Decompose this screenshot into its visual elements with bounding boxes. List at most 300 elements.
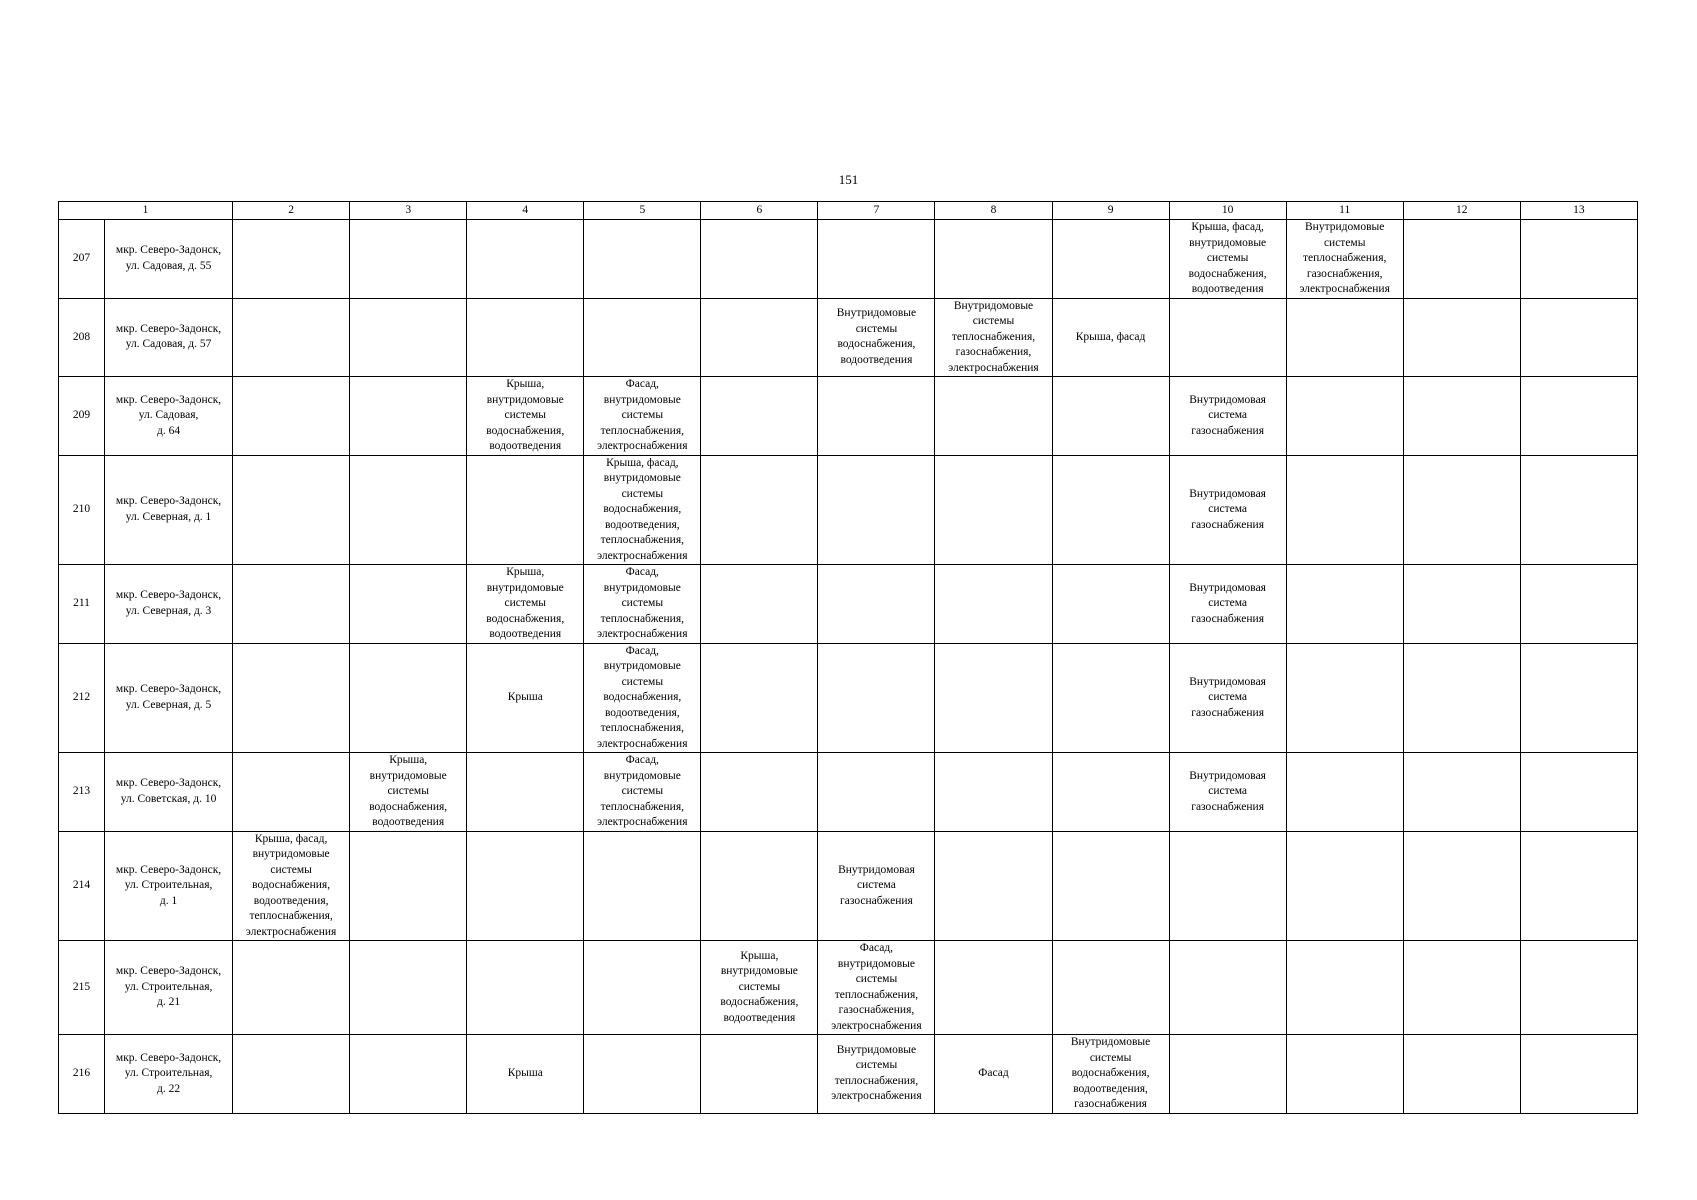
- work-cell-col-8: [935, 1035, 1052, 1114]
- address-cell: [105, 220, 233, 299]
- row-number-cell: 214: [59, 831, 105, 941]
- work-cell-col-2: [233, 298, 350, 377]
- work-line: теплоснабжения,: [600, 722, 684, 734]
- work-line: системы: [1323, 236, 1366, 249]
- work-line: Фасад,: [625, 566, 659, 578]
- work-cell-col-13: [1520, 831, 1637, 941]
- work-cell-col-8: [935, 455, 1052, 565]
- work-line: система: [1208, 691, 1248, 703]
- work-cell-col-7: [818, 1035, 935, 1114]
- header-col-7: 7: [818, 202, 935, 220]
- work-cell-col-5: [584, 455, 701, 565]
- work-line: теплоснабжения,: [600, 424, 684, 437]
- work-cell-col-5: [584, 220, 701, 299]
- work-line: Крыша,: [740, 949, 779, 962]
- work-cell-col-9: [1052, 298, 1169, 377]
- work-cell-col-12: [1403, 753, 1520, 832]
- work-line: системы: [855, 1059, 898, 1072]
- work-line: Фасад: [978, 1067, 1009, 1079]
- work-line: водоотведения,: [253, 894, 329, 907]
- work-line: Фасад,: [625, 378, 659, 390]
- header-col-5: 5: [584, 202, 701, 220]
- table-row: [59, 1035, 1638, 1114]
- work-line: внутридомовые: [603, 472, 681, 484]
- work-line: Крыша,: [389, 754, 428, 766]
- work-line: Крыша,: [506, 378, 545, 390]
- work-cell-col-10: [1169, 753, 1286, 832]
- address-cell: [105, 565, 233, 644]
- work-line: водоотведения: [840, 353, 913, 366]
- work-cell-col-4: [467, 220, 584, 299]
- work-cell-col-10: [1169, 298, 1286, 377]
- work-line: системы: [621, 675, 664, 688]
- work-line: внутридомовые: [603, 769, 681, 782]
- work-line: теплоснабжения,: [834, 988, 919, 1001]
- work-line: теплоснабжения,: [1303, 252, 1387, 264]
- work-line: системы: [621, 785, 664, 797]
- work-line: Внутридомовые: [1305, 221, 1385, 233]
- address-line: ул. Северная, д. 3: [125, 604, 212, 617]
- work-cell-col-2: [233, 1035, 350, 1114]
- work-cell-col-13: [1520, 753, 1637, 832]
- work-cell-col-10: [1169, 377, 1286, 456]
- work-cell-col-9: [1052, 831, 1169, 941]
- work-cell-col-7: [818, 377, 935, 456]
- address-cell: [105, 455, 233, 565]
- work-cell-col-6: [701, 455, 818, 565]
- work-line: теплоснабжения,: [600, 800, 684, 813]
- work-cell-col-8: [935, 941, 1052, 1035]
- work-cell-col-12: [1403, 1035, 1520, 1114]
- work-line: газоснабжения: [1191, 424, 1264, 437]
- row-number-cell: 212: [59, 643, 105, 753]
- address-line: мкр. Северо-Задонск,: [115, 589, 222, 602]
- address-line: мкр. Северо-Задонск,: [115, 863, 222, 876]
- work-line: внутридомовые: [720, 965, 798, 978]
- work-cell-col-6: [701, 565, 818, 644]
- work-line: система: [1208, 503, 1248, 515]
- work-cell-col-5: [584, 298, 701, 377]
- work-line: внутридомовые: [252, 848, 330, 860]
- work-line: теплоснабжения,: [600, 534, 684, 546]
- work-line: внутридомовые: [837, 957, 915, 970]
- work-line: электроснабжения: [597, 549, 688, 562]
- address-line: мкр. Северо-Задонск,: [115, 777, 222, 790]
- work-cell-col-3: [350, 753, 467, 832]
- work-cell-col-7: [818, 753, 935, 832]
- work-line: электроснабжения: [245, 925, 337, 938]
- work-line: Крыша: [507, 1067, 543, 1079]
- work-cell-col-2: [233, 831, 350, 941]
- work-line: Крыша, фасад: [1075, 330, 1146, 343]
- work-line: системы: [270, 863, 312, 876]
- work-cell-col-13: [1520, 377, 1637, 456]
- work-cell-col-4: [467, 643, 584, 753]
- header-col-10: 10: [1169, 202, 1286, 220]
- table-body: [59, 220, 1638, 1114]
- address-line: ул. Садовая, д. 57: [125, 338, 212, 351]
- work-line: водоснабжения,: [1071, 1067, 1150, 1079]
- work-line: Внутридомовая: [1189, 769, 1266, 782]
- work-line: водоснабжения,: [252, 879, 331, 891]
- address-line: ул. Садовая, д. 55: [125, 259, 212, 272]
- work-line: Внутридомовые: [953, 299, 1034, 312]
- work-cell-col-13: [1520, 298, 1637, 377]
- row-number-cell: 207: [59, 220, 105, 299]
- work-line: теплоснабжения,: [600, 612, 684, 625]
- address-line: д. 21: [157, 996, 181, 1009]
- row-number-cell: 216: [59, 1035, 105, 1114]
- address-line: ул. Северная, д. 5: [125, 698, 212, 711]
- work-cell-col-7: [818, 220, 935, 299]
- work-line: системы: [621, 487, 664, 500]
- work-line: Крыша, фасад,: [254, 832, 328, 845]
- work-line: теплоснабжения,: [951, 330, 1036, 343]
- work-line: электроснабжения: [1299, 283, 1390, 295]
- address-cell: [105, 377, 233, 456]
- work-cell-col-3: [350, 377, 467, 456]
- work-cell-col-7: [818, 455, 935, 565]
- work-line: водоснабжения,: [720, 996, 799, 1009]
- work-cell-col-8: [935, 565, 1052, 644]
- work-line: электроснабжения: [597, 628, 688, 640]
- work-cell-col-6: [701, 753, 818, 832]
- work-line: водоотведения: [489, 440, 562, 452]
- work-line: теплоснабжения,: [834, 1074, 919, 1087]
- address-cell: [105, 298, 233, 377]
- work-line: система: [1208, 785, 1248, 797]
- work-line: газоснабжения,: [1306, 267, 1383, 280]
- work-cell-col-7: [818, 643, 935, 753]
- row-number-cell: 210: [59, 455, 105, 565]
- address-line: мкр. Северо-Задонск,: [115, 322, 222, 335]
- work-cell-col-6: [701, 1035, 818, 1114]
- work-cell-col-13: [1520, 941, 1637, 1035]
- work-cell-col-11: [1286, 941, 1403, 1035]
- work-line: газоснабжения: [1191, 800, 1264, 813]
- work-cell-col-4: [467, 753, 584, 832]
- work-line: водоснабжения,: [486, 612, 565, 625]
- work-cell-col-4: [467, 831, 584, 941]
- work-line: Внутридомовая: [1189, 487, 1266, 500]
- work-cell-col-2: [233, 643, 350, 753]
- table-row: [59, 643, 1638, 753]
- work-line: Внутридомовая: [1189, 581, 1266, 594]
- work-cell-col-4: [467, 565, 584, 644]
- work-line: газоснабжения,: [838, 1004, 915, 1016]
- work-line: водоснабжения,: [369, 800, 448, 813]
- work-line: системы: [621, 597, 664, 609]
- work-line: электроснабжения: [831, 1019, 922, 1032]
- work-line: Внутридомовые: [836, 307, 917, 320]
- header-col-6: 6: [701, 202, 818, 220]
- work-cell-col-9: [1052, 643, 1169, 753]
- work-cell-col-6: [701, 220, 818, 299]
- work-cell-col-9: [1052, 377, 1169, 456]
- work-cell-col-2: [233, 455, 350, 565]
- work-cell-col-8: [935, 377, 1052, 456]
- work-cell-col-13: [1520, 220, 1637, 299]
- work-cell-col-6: [701, 298, 818, 377]
- table-row: [59, 220, 1638, 299]
- work-cell-col-2: [233, 565, 350, 644]
- work-line: электроснабжения: [597, 440, 688, 452]
- table-row: [59, 753, 1638, 832]
- work-cell-col-12: [1403, 455, 1520, 565]
- address-line: ул. Строительная,: [124, 879, 213, 891]
- work-cell-col-9: [1052, 565, 1169, 644]
- work-cell-col-3: [350, 565, 467, 644]
- work-line: система: [857, 879, 896, 891]
- work-line: внутридомовые: [369, 769, 447, 782]
- table-header: [59, 202, 1638, 220]
- address-line: мкр. Северо-Задонск,: [115, 683, 222, 696]
- header-row: [59, 202, 1638, 220]
- work-line: Внутридомовая: [838, 863, 915, 876]
- work-line: водоотведения: [489, 628, 562, 640]
- work-line: Внутридомовая: [1189, 393, 1266, 406]
- work-cell-col-11: [1286, 753, 1403, 832]
- work-cell-col-6: [701, 377, 818, 456]
- address-line: мкр. Северо-Задонск,: [115, 393, 222, 406]
- work-cell-col-11: [1286, 220, 1403, 299]
- work-line: водоснабжения,: [486, 424, 565, 437]
- work-line: внутридомовые: [486, 393, 564, 406]
- row-number-cell: 215: [59, 941, 105, 1035]
- work-line: газоснабжения: [840, 894, 913, 907]
- work-line: система: [1208, 409, 1248, 421]
- address-line: ул. Северная, д. 1: [125, 510, 212, 523]
- address-line: д. 22: [157, 1082, 181, 1095]
- work-cell-col-6: [701, 941, 818, 1035]
- work-line: газоснабжения: [1191, 612, 1264, 625]
- work-line: системы: [387, 785, 429, 797]
- table-row: [59, 831, 1638, 941]
- header-col-13: 13: [1520, 202, 1637, 220]
- work-cell-col-4: [467, 1035, 584, 1114]
- work-cell-col-10: [1169, 831, 1286, 941]
- work-cell-col-3: [350, 455, 467, 565]
- work-line: Фасад,: [859, 942, 894, 954]
- work-line: внутридомовые: [603, 581, 681, 594]
- work-line: водоснабжения,: [603, 691, 682, 703]
- work-cell-col-2: [233, 377, 350, 456]
- work-line: внутридомовые: [603, 393, 681, 406]
- work-line: водоснабжения,: [1188, 267, 1267, 280]
- work-cell-col-9: [1052, 1035, 1169, 1114]
- work-cell-col-7: [818, 941, 935, 1035]
- work-cell-col-10: [1169, 1035, 1286, 1114]
- work-cell-col-10: [1169, 455, 1286, 565]
- address-line: ул. Садовая,: [138, 409, 199, 421]
- header-col-12: 12: [1403, 202, 1520, 220]
- work-cell-col-8: [935, 220, 1052, 299]
- work-cell-col-4: [467, 298, 584, 377]
- work-line: теплоснабжения,: [249, 910, 333, 922]
- work-cell-col-10: [1169, 565, 1286, 644]
- work-cell-col-8: [935, 831, 1052, 941]
- work-cell-col-8: [935, 643, 1052, 753]
- work-line: Крыша,: [506, 566, 545, 578]
- page-number: 151: [838, 172, 859, 187]
- work-line: системы: [504, 597, 546, 609]
- work-line: системы: [1089, 1051, 1132, 1064]
- work-cell-col-5: [584, 377, 701, 456]
- work-cell-col-11: [1286, 565, 1403, 644]
- work-line: Крыша: [507, 691, 543, 703]
- work-cell-col-4: [467, 941, 584, 1035]
- work-cell-col-11: [1286, 831, 1403, 941]
- work-line: водоотведения: [723, 1011, 796, 1024]
- work-cell-col-13: [1520, 455, 1637, 565]
- work-cell-col-3: [350, 298, 467, 377]
- address-line: ул. Советская, д. 10: [120, 792, 217, 805]
- work-cell-col-9: [1052, 455, 1169, 565]
- work-cell-col-12: [1403, 377, 1520, 456]
- work-cell-col-3: [350, 220, 467, 299]
- work-cell-col-7: [818, 831, 935, 941]
- row-number-cell: 213: [59, 753, 105, 832]
- work-line: Фасад,: [625, 754, 659, 766]
- work-cell-col-6: [701, 831, 818, 941]
- work-line: внутридомовые: [486, 581, 564, 594]
- work-line: электроснабжения: [597, 737, 688, 750]
- work-cell-col-5: [584, 565, 701, 644]
- address-line: мкр. Северо-Задонск,: [115, 244, 222, 257]
- work-cell-col-11: [1286, 455, 1403, 565]
- work-line: электроснабжения: [597, 816, 688, 828]
- work-cell-col-12: [1403, 831, 1520, 941]
- work-cell-col-12: [1403, 941, 1520, 1035]
- work-line: системы: [972, 315, 1015, 327]
- work-cell-col-9: [1052, 941, 1169, 1035]
- work-cell-col-13: [1520, 565, 1637, 644]
- work-line: система: [1208, 597, 1248, 609]
- work-line: Крыша, фасад,: [1191, 221, 1264, 233]
- work-line: внутридомовые: [603, 660, 681, 672]
- table-row: [59, 941, 1638, 1035]
- address-cell: [105, 643, 233, 753]
- work-line: газоснабжения: [1074, 1098, 1147, 1110]
- work-line: водоотведения,: [604, 706, 680, 719]
- work-cell-col-11: [1286, 643, 1403, 753]
- work-cell-col-5: [584, 753, 701, 832]
- work-cell-col-5: [584, 643, 701, 753]
- address-line: ул. Строительная,: [124, 1067, 213, 1079]
- address-cell: [105, 831, 233, 941]
- work-cell-col-2: [233, 941, 350, 1035]
- work-cell-col-2: [233, 220, 350, 299]
- work-cell-col-2: [233, 753, 350, 832]
- work-cell-col-11: [1286, 377, 1403, 456]
- work-line: системы: [855, 322, 898, 335]
- address-cell: [105, 753, 233, 832]
- work-cell-col-8: [935, 298, 1052, 377]
- work-line: электроснабжения: [948, 361, 1039, 374]
- work-line: Внутридомовые: [836, 1043, 917, 1056]
- work-line: системы: [738, 980, 781, 993]
- work-cell-col-12: [1403, 220, 1520, 299]
- repair-schedule-table: [58, 201, 1638, 1114]
- work-cell-col-3: [350, 643, 467, 753]
- table-row: [59, 377, 1638, 456]
- work-cell-col-4: [467, 455, 584, 565]
- work-cell-col-10: [1169, 941, 1286, 1035]
- work-line: системы: [504, 409, 546, 421]
- address-line: мкр. Северо-Задонск,: [115, 495, 222, 508]
- work-line: Крыша, фасад,: [606, 456, 679, 469]
- header-col-8: 8: [935, 202, 1052, 220]
- work-cell-col-5: [584, 1035, 701, 1114]
- work-cell-col-12: [1403, 565, 1520, 644]
- table-row: [59, 565, 1638, 644]
- header-col-1: 1: [59, 202, 233, 220]
- address-line: ул. Строительная,: [124, 980, 213, 993]
- table-row: [59, 455, 1638, 565]
- work-line: внутридомовые: [1189, 236, 1267, 249]
- work-line: газоснабжения,: [955, 346, 1032, 358]
- work-cell-col-13: [1520, 1035, 1637, 1114]
- work-line: газоснабжения: [1191, 518, 1264, 531]
- work-cell-col-13: [1520, 643, 1637, 753]
- work-cell-col-9: [1052, 753, 1169, 832]
- work-line: водоотведения: [372, 816, 445, 828]
- header-col-4: 4: [467, 202, 584, 220]
- row-number-cell: 211: [59, 565, 105, 644]
- work-cell-col-8: [935, 753, 1052, 832]
- header-col-3: 3: [350, 202, 467, 220]
- work-cell-col-10: [1169, 643, 1286, 753]
- address-line: д. 1: [159, 894, 178, 907]
- work-line: Внутридомовая: [1189, 675, 1266, 688]
- work-cell-col-5: [584, 941, 701, 1035]
- work-line: электроснабжения: [831, 1090, 922, 1103]
- address-line: д. 64: [157, 424, 181, 437]
- work-line: водоснабжения,: [837, 338, 916, 351]
- work-cell-col-9: [1052, 220, 1169, 299]
- work-cell-col-12: [1403, 298, 1520, 377]
- row-number-cell: 209: [59, 377, 105, 456]
- address-line: мкр. Северо-Задонск,: [115, 965, 222, 978]
- work-cell-col-10: [1169, 220, 1286, 299]
- work-cell-col-11: [1286, 298, 1403, 377]
- work-line: Внутридомовые: [1070, 1036, 1151, 1048]
- work-line: водоотведения: [1191, 283, 1264, 295]
- work-cell-col-3: [350, 831, 467, 941]
- work-cell-col-5: [584, 831, 701, 941]
- work-cell-col-12: [1403, 643, 1520, 753]
- work-cell-col-11: [1286, 1035, 1403, 1114]
- work-line: системы: [1206, 252, 1249, 264]
- address-cell: [105, 941, 233, 1035]
- work-cell-col-6: [701, 643, 818, 753]
- address-line: мкр. Северо-Задонск,: [115, 1051, 222, 1064]
- work-line: газоснабжения: [1191, 706, 1264, 719]
- work-line: водоотведения,: [604, 518, 680, 531]
- work-cell-col-4: [467, 377, 584, 456]
- work-cell-col-7: [818, 565, 935, 644]
- work-cell-col-3: [350, 1035, 467, 1114]
- address-cell: [105, 1035, 233, 1114]
- work-cell-col-7: [818, 298, 935, 377]
- work-line: Фасад,: [625, 644, 659, 657]
- work-line: водоотведения,: [1073, 1082, 1148, 1095]
- row-number-cell: 208: [59, 298, 105, 377]
- work-cell-col-3: [350, 941, 467, 1035]
- table-row: [59, 298, 1638, 377]
- header-col-2: 2: [233, 202, 350, 220]
- header-col-9: 9: [1052, 202, 1169, 220]
